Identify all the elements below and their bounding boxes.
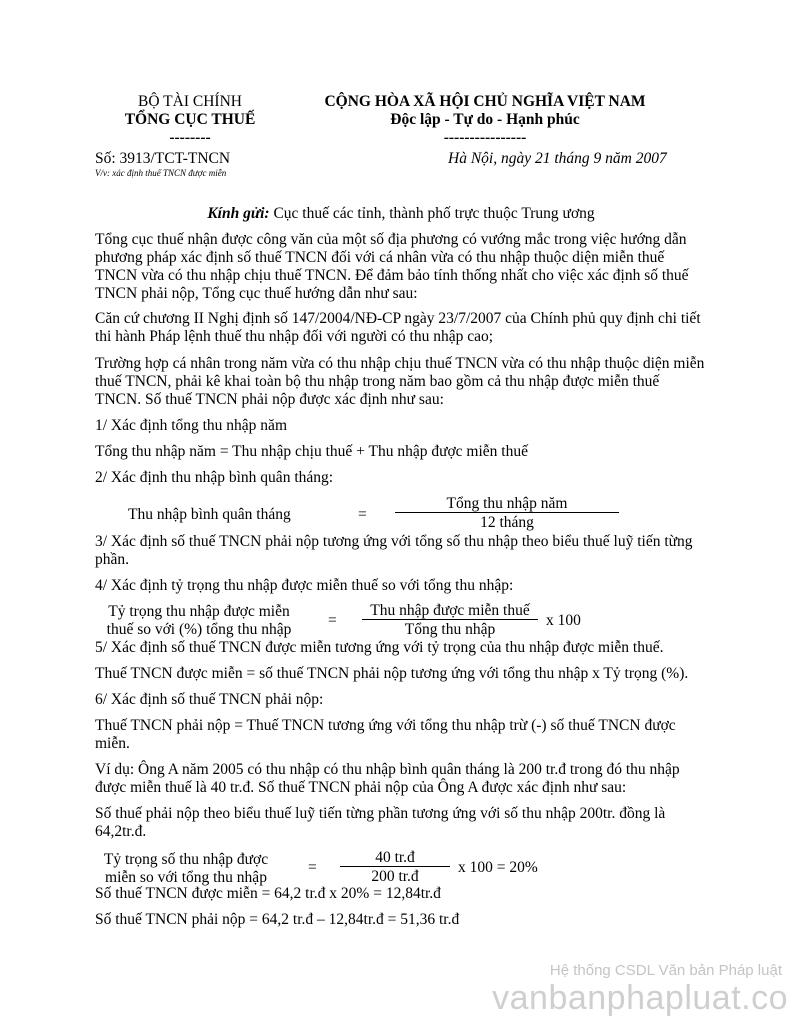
step4-title: 4/ Xác định tỷ trọng thu nhập được miễn thuế so với tổng thu nhập: bbox=[95, 577, 514, 594]
ministry-name: BỘ TÀI CHÍNH bbox=[138, 93, 242, 110]
step2-formula-denominator: 12 tháng bbox=[480, 514, 534, 531]
department-name: TỔNG CỤC THUẾ bbox=[124, 111, 256, 128]
example-formula-lhs bbox=[100, 851, 272, 887]
example-formula-numerator: 40 tr.đ bbox=[375, 849, 415, 866]
intro-paragraph: Tổng cục thuế nhận được công văn của một số địa phương có vướng mắc trong việc hướng dẫn phương pháp xác định số thuế TNCN đối với cá nhân vừa có thu nhập thuộc diện miễn thuế TNCN vừa có thu nhập chịu thuế TNCN. Để đảm bảo tính thống nhất cho việc xác định số thuế TNCN phải nộp, Tổng cục thuế hướng dẫn như sau: bbox=[95, 231, 689, 302]
step2-title: 2/ Xác định thu nhập bình quân tháng: bbox=[95, 469, 334, 486]
step1-formula: Tổng thu nhập năm = Thu nhập chịu thuế + Thu nhập được miễn thuế bbox=[95, 443, 528, 460]
document-subject: V/v: xác định thuế TNCN được miễn bbox=[95, 168, 227, 178]
step2-formula-numerator: Tổng thu nhập năm bbox=[446, 495, 568, 512]
document-number: Số: 3913/TCT-TNCN bbox=[95, 150, 231, 167]
recipient-text: Cục thuế các tỉnh, thành phố trực thuộc Trung ương bbox=[269, 205, 595, 222]
national-motto: Độc lập - Tự do - Hạnh phúc bbox=[390, 111, 580, 128]
example-tax: Số thuế phải nộp theo biểu thuế luỹ tiến từng phần tương ứng với số thu nhập 200tr. đồng là 64,2tr.đ. bbox=[95, 805, 666, 840]
example-exempt: Số thuế TNCN được miễn = 64,2 tr.đ x 20% = 12,84tr.đ bbox=[95, 885, 441, 902]
example-lhs-line2: miễn so với tổng thu nhập bbox=[105, 869, 267, 886]
example-lhs-line1: Tỷ trọng số thu nhập được bbox=[103, 851, 269, 868]
step4-lhs-line1: Tỷ trọng thu nhập được miễn bbox=[108, 603, 290, 620]
step1-title: 1/ Xác định tổng thu nhập năm bbox=[95, 417, 287, 434]
header-left-separator: -------- bbox=[169, 129, 211, 146]
example-payable: Số thuế TNCN phải nộp = 64,2 tr.đ – 12,84tr.đ = 51,36 tr.đ bbox=[95, 911, 460, 928]
date-place: Hà Nội, ngày 21 tháng 9 năm 2007 bbox=[448, 150, 667, 167]
step2-fraction-bar bbox=[395, 512, 619, 513]
step6-title: 6/ Xác định số thuế TNCN phải nộp: bbox=[95, 691, 324, 708]
example-formula-denominator: 200 tr.đ bbox=[371, 868, 419, 885]
step3-paragraph: 3/ Xác định số thuế TNCN phải nộp tương ứng với tổng số thu nhập theo biểu thuế luỹ tiến từng phần. bbox=[95, 533, 693, 568]
step2-formula-equals: = bbox=[358, 506, 367, 523]
header-right bbox=[295, 93, 675, 147]
example-fraction-bar bbox=[340, 866, 450, 867]
country-name: CỘNG HÒA XÃ HỘI CHỦ NGHĨA VIỆT NAM bbox=[324, 93, 646, 110]
step4-formula-equals: = bbox=[328, 612, 337, 629]
step4-fraction-bar bbox=[362, 619, 538, 620]
recipient-label: Kính gửi: bbox=[207, 205, 270, 222]
case-paragraph: Trường hợp cá nhân trong năm vừa có thu nhập chịu thuế TNCN vừa có thu nhập thuộc diện miễn thuế TNCN, phải kê khai toàn bộ thu nhập trong năm bao gồm cả thu nhập được miễn thuế TNCN. Số thuế TNCN phải nộp được xác định như sau: bbox=[95, 355, 705, 408]
step4-formula-suffix: x 100 bbox=[546, 612, 581, 629]
step4-formula-lhs bbox=[100, 603, 298, 639]
step4-formula-numerator: Thu nhập được miễn thuế bbox=[370, 602, 530, 619]
header-left bbox=[95, 93, 285, 147]
step4-formula-denominator: Tổng thu nhập bbox=[404, 621, 496, 638]
step6-formula: Thuế TNCN phải nộp = Thuế TNCN tương ứng với tổng thu nhập trừ (-) số thuế TNCN được miễn. bbox=[95, 717, 676, 752]
recipient-line bbox=[95, 205, 707, 223]
step2-formula-lhs: Thu nhập bình quân tháng bbox=[128, 506, 291, 523]
step5-title: 5/ Xác định số thuế TNCN được miễn tương ứng với tỷ trọng của thu nhập được miễn thuế. bbox=[95, 639, 664, 656]
step5-formula: Thuế TNCN được miễn = số thuế TNCN phải nộp tương ứng với tổng thu nhập x Tỷ trọng (%). bbox=[95, 665, 689, 682]
legal-basis-paragraph: Căn cứ chương II Nghị định số 147/2004/NĐ-CP ngày 23/7/2007 của Chính phủ quy định chi tiết thi hành Pháp lệnh thuế thu nhập đối với người có thu nhập cao; bbox=[95, 310, 701, 345]
example-formula-equals: = bbox=[308, 859, 317, 876]
example-intro: Ví dụ: Ông A năm 2005 có thu nhập có thu nhập bình quân tháng là 200 tr.đ trong đó thu nhập được miễn thuế là 40 tr.đ. Số thuế TNCN phải nộp của Ông A được xác định như sau: bbox=[95, 761, 680, 796]
watermark-caption: Hệ thống CSDL Văn bản Pháp luật bbox=[549, 962, 782, 979]
example-formula-suffix: x 100 = 20% bbox=[458, 859, 538, 876]
watermark-site: vanbanphapluat.co bbox=[492, 979, 788, 1017]
step4-lhs-line2: thuế so với (%) tổng thu nhập bbox=[106, 621, 292, 638]
header-right-separator: ---------------- bbox=[443, 129, 527, 146]
